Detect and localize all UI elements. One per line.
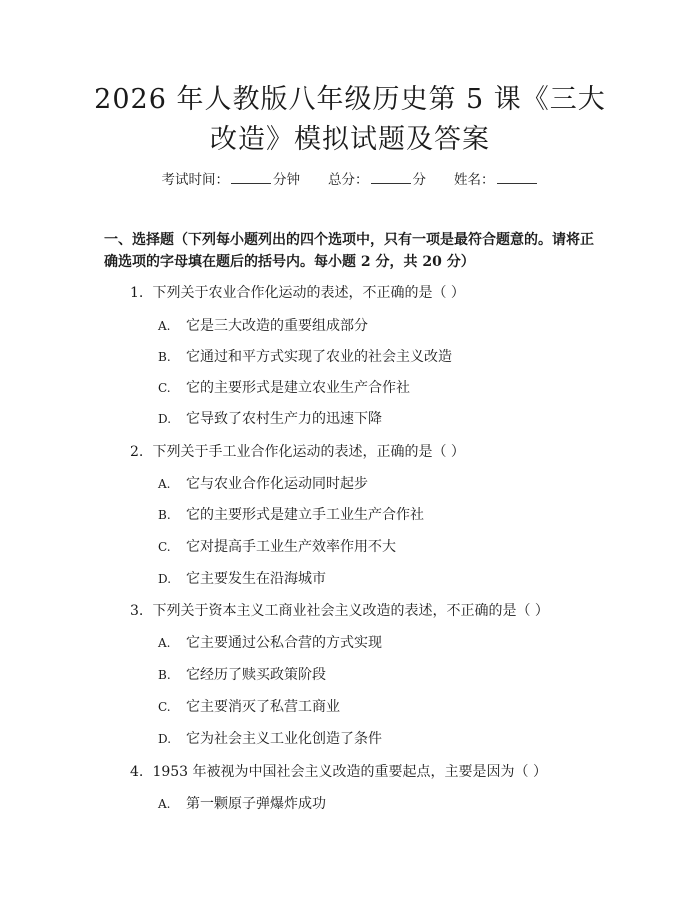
option-text: 它对提高手工业生产效率作用不大	[186, 539, 396, 555]
question-1-option-d	[158, 408, 382, 428]
option-letter: C.	[158, 381, 171, 395]
option-letter: D.	[158, 572, 172, 586]
question-text: 1953 年被视为中国社会主义改造的重要起点，主要是因为（ ）	[152, 764, 547, 780]
option-text: 它为社会主义工业化创造了条件	[186, 731, 382, 747]
section-heading: 一、选择题（下列每小题列出的四个选项中，只有一项是最符合题意的。请将正确选项的字母填在题后的括号内。每小题 2 分，共 20 分）	[104, 232, 594, 270]
total-score-unit: 分	[412, 172, 426, 188]
question-number: 4.	[130, 764, 144, 780]
option-text: 它是三大改造的重要组成部分	[186, 318, 368, 334]
student-name-field	[454, 168, 539, 188]
option-letter: C.	[158, 540, 171, 554]
question-1-option-b	[158, 346, 452, 366]
exam-time-unit: 分钟	[273, 172, 300, 188]
option-letter: A.	[158, 636, 171, 650]
question-2-option-d	[158, 568, 326, 588]
option-text: 它通过和平方式实现了农业的社会主义改造	[186, 349, 452, 365]
exam-time-blank	[231, 171, 271, 184]
option-text: 第一颗原子弹爆炸成功	[186, 796, 326, 812]
question-number: 1.	[130, 285, 144, 301]
option-text: 它的主要形式是建立手工业生产合作社	[186, 507, 424, 523]
option-letter: B.	[158, 350, 171, 364]
option-text: 它主要发生在沿海城市	[186, 571, 326, 587]
total-score-label: 总分：	[328, 172, 369, 188]
question-4-option-a	[158, 793, 326, 813]
question-1-option-c	[158, 377, 410, 397]
question-3-option-d	[158, 728, 382, 748]
exam-time-label: 考试时间：	[161, 172, 229, 188]
total-score-blank	[371, 171, 411, 184]
document-title: 2026 年人教版八年级历史第 5 课《三大改造》模拟试题及答案	[94, 84, 606, 155]
question-3-option-b	[158, 664, 326, 684]
student-name-label: 姓名：	[454, 172, 495, 188]
exam-time-field	[162, 168, 301, 188]
question-3	[130, 600, 549, 620]
option-text: 它经历了赎买政策阶段	[186, 667, 326, 683]
question-text: 下列关于农业合作化运动的表述，不正确的是（ ）	[152, 285, 465, 301]
question-1-option-a	[158, 315, 368, 335]
question-2	[130, 441, 465, 461]
option-letter: D.	[158, 732, 172, 746]
option-letter: B.	[158, 508, 171, 522]
question-text: 下列关于资本主义工商业社会主义改造的表述，不正确的是（ ）	[152, 603, 549, 619]
question-3-option-c	[158, 696, 340, 716]
question-2-option-a	[158, 473, 368, 493]
exam-info-line	[0, 168, 700, 188]
option-text: 它主要消灭了私营工商业	[186, 699, 340, 715]
student-name-blank	[497, 171, 537, 184]
question-number: 3.	[130, 603, 144, 619]
option-letter: A.	[158, 797, 171, 811]
option-letter: B.	[158, 668, 171, 682]
option-text: 它的主要形式是建立农业生产合作社	[186, 380, 410, 396]
option-text: 它主要通过公私合营的方式实现	[186, 635, 382, 651]
question-3-option-a	[158, 632, 382, 652]
question-2-option-b	[158, 504, 424, 524]
total-score-field	[328, 168, 426, 188]
question-4	[130, 761, 547, 781]
option-letter: C.	[158, 700, 171, 714]
question-1	[130, 282, 465, 302]
question-text: 下列关于手工业合作化运动的表述，正确的是（ ）	[152, 444, 465, 460]
option-text: 它导致了农村生产力的迅速下降	[186, 411, 382, 427]
option-text: 它与农业合作化运动同时起步	[186, 476, 368, 492]
option-letter: A.	[158, 319, 171, 333]
question-2-option-c	[158, 536, 396, 556]
option-letter: A.	[158, 477, 171, 491]
question-number: 2.	[130, 444, 144, 460]
option-letter: D.	[158, 412, 172, 426]
